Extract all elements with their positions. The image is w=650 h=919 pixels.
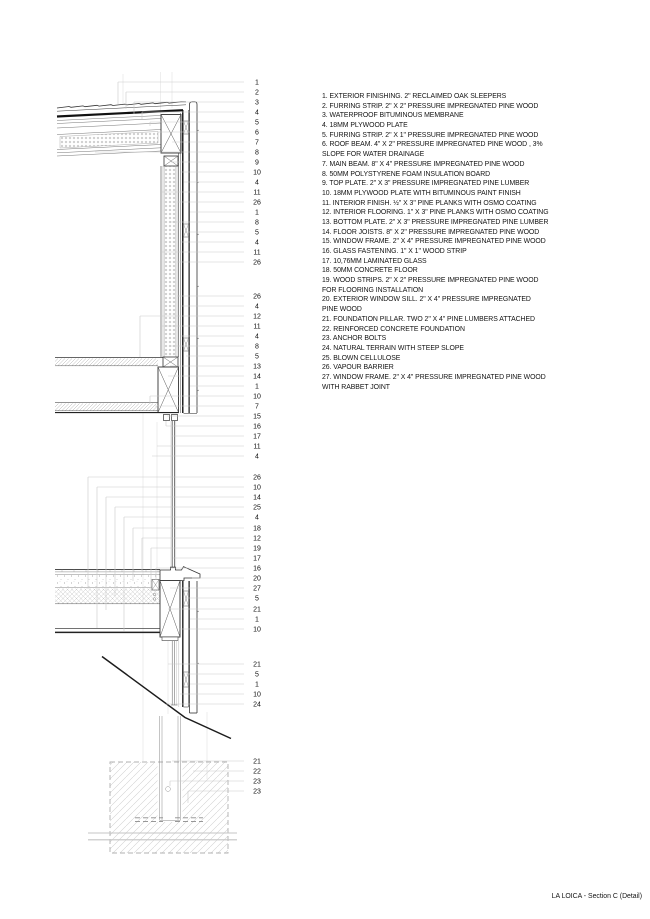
callout-number: 12 xyxy=(253,313,261,321)
callout-number: 1 xyxy=(255,616,259,624)
furring-blocks xyxy=(184,121,189,351)
legend-line: 6. ROOF BEAM. 4" X 2" PRESSURE IMPREGNATED PINE WOOD , 3% xyxy=(322,141,543,149)
callout-number: 18 xyxy=(253,525,261,533)
callout-number: 16 xyxy=(253,423,261,431)
callout-number: 9 xyxy=(255,159,259,167)
legend-line: 19. WOOD STRIPS. 2" X 2" PRESSURE IMPREGNATED PINE WOOD xyxy=(322,277,539,285)
callout-number: 11 xyxy=(253,323,261,331)
wall-insulation xyxy=(165,166,176,357)
callout-number: 5 xyxy=(255,595,259,603)
exterior-window-sill xyxy=(160,567,200,581)
legend-line: 3. WATERPROOF BITUMINOUS MEMBRANE xyxy=(322,112,464,120)
callout-number: 10 xyxy=(253,626,261,634)
legend-line: 26. VAPOUR BARRIER xyxy=(322,364,394,372)
callout-number: 12 xyxy=(253,535,261,543)
callout-number: 16 xyxy=(253,565,261,573)
legend-line: 12. INTERIOR FLOORING. 1" X 3" PINE PLANKS WITH OSMO COATING xyxy=(322,209,549,217)
legend-line: 13. BOTTOM PLATE. 2" X 3" PRESSURE IMPREGNATED PINE LUMBER xyxy=(322,218,549,226)
legend-line: 1. EXTERIOR FINISHING. 2" RECLAIMED OAK SLEEPERS xyxy=(322,93,507,100)
callout-number: 2 xyxy=(255,89,259,97)
legend-line: 21. FOUNDATION PILLAR. TWO 2" X 4" PINE LUMBERS ATTACHED xyxy=(322,315,535,323)
legend-line: 15. WINDOW FRAME. 2" X 4" PRESSURE IMPREGNATED PINE WOOD xyxy=(322,238,546,246)
legend-line: 14. FLOOR JOISTS. 8" X 2" PRESSURE IMPREGNATED PINE WOOD xyxy=(322,228,540,236)
terrain-slope-line xyxy=(102,657,231,739)
callout-number: 11 xyxy=(253,249,261,257)
callout-number: 19 xyxy=(253,545,261,553)
concrete-floor-band xyxy=(55,575,160,588)
legend-line: 22. REINFORCED CONCRETE FOUNDATION xyxy=(322,325,465,333)
drawing-title: LA LOICA - Section C (Detail) xyxy=(551,893,642,900)
exterior-cladding-upper xyxy=(184,102,200,414)
callout-number: 14 xyxy=(253,373,261,381)
callout-number: 23 xyxy=(253,788,261,796)
legend-line: 24. NATURAL TERRAIN WITH STEEP SLOPE xyxy=(322,344,464,352)
window-detail xyxy=(171,421,176,570)
legend-line: 8. 50MM POLYSTYRENE FOAM INSULATION BOARD xyxy=(322,170,491,178)
callout-number: 26 xyxy=(253,259,261,267)
callout-number: 5 xyxy=(255,229,259,237)
legend-line: SLOPE FOR WATER DRAINAGE xyxy=(322,151,425,159)
callout-number: 27 xyxy=(253,585,261,593)
callout-number: 3 xyxy=(255,99,259,107)
legend-line: PINE WOOD xyxy=(322,306,362,314)
callout-number: 10 xyxy=(253,169,261,177)
oak-sleepers-outline xyxy=(57,102,186,108)
callout-number: 26 xyxy=(253,293,261,301)
callout-number: 8 xyxy=(255,343,259,351)
callout-number: 4 xyxy=(255,303,259,311)
oak-board xyxy=(190,102,198,413)
legend-line: FOR FLOORING INSTALLATION xyxy=(322,286,424,294)
callout-number: 5 xyxy=(255,353,259,361)
legend-line: 5. FURRING STRIP. 2" X 1" PRESSURE IMPREGNATED PINE WOOD xyxy=(322,131,539,139)
callout-number: 17 xyxy=(253,555,261,563)
legend-line: 16. GLASS FASTENING. 1" X 1" WOOD STRIP xyxy=(322,248,467,255)
foundation-detail xyxy=(88,716,237,853)
callout-number: 1 xyxy=(255,79,259,87)
legend-line: 17. 10,76MM LAMINATED GLASS xyxy=(322,257,427,265)
exterior-cladding-lower xyxy=(179,581,199,713)
legend-line: WITH RABBET JOINT xyxy=(322,383,390,391)
legend-line: 25. BLOWN CELLULOSE xyxy=(322,354,401,362)
callout-number: 10 xyxy=(253,691,261,699)
legend-line: 10. 18MM PLYWOOD PLATE WITH BITUMINOUS PAINT FINISH xyxy=(322,189,521,197)
callout-number: 21 xyxy=(253,606,261,614)
legend-line: 23. ANCHOR BOLTS xyxy=(322,335,387,343)
callout-number: 10 xyxy=(253,393,261,401)
wood-strips-band xyxy=(55,589,160,604)
callout-number: 15 xyxy=(253,413,261,421)
callout-number: 25 xyxy=(253,504,261,512)
window-head-frame xyxy=(172,415,178,421)
legend xyxy=(322,92,549,392)
callout-number: 21 xyxy=(253,661,261,669)
legend-line: 20. EXTERIOR WINDOW SILL. 2" X 4" PRESSURE IMPREGNATED xyxy=(322,296,531,304)
callout-number: 4 xyxy=(255,453,259,461)
callout-number: 4 xyxy=(255,514,259,522)
callout-number: 1 xyxy=(255,383,259,391)
callout-number: 4 xyxy=(255,239,259,247)
callout-number: 20 xyxy=(253,575,261,583)
callout-number: 21 xyxy=(253,758,261,766)
sill-floor-detail xyxy=(55,567,200,641)
callout-number: 6 xyxy=(255,129,259,137)
callout-number: 7 xyxy=(255,403,259,411)
callout-number: 1 xyxy=(255,681,259,689)
legend-line: 9. TOP PLATE. 2" X 3" PRESSURE IMPREGNATED PINE LUMBER xyxy=(322,180,530,188)
callout-number: 23 xyxy=(253,778,261,786)
legend-line: 4. 18MM PLYWOOD PLATE xyxy=(322,122,408,130)
callout-number: 4 xyxy=(255,333,259,341)
callout-number: 8 xyxy=(255,219,259,227)
floor-upper-detail xyxy=(55,357,179,421)
legend-line: 27. WINDOW FRAME. 2" X 4" PRESSURE IMPREGNATED PINE WOOD xyxy=(322,373,546,381)
legend-line: 11. INTERIOR FINISH. ½" X 3" PINE PLANKS WITH OSMO COATING xyxy=(322,199,537,207)
roof-detail xyxy=(57,102,186,166)
callout-number: 8 xyxy=(255,149,259,157)
callout-number: 10 xyxy=(253,484,261,492)
callout-number: 5 xyxy=(255,119,259,127)
callout-number: 11 xyxy=(253,189,261,197)
legend-line: 18. 50MM CONCRETE FLOOR xyxy=(322,267,418,275)
callout-number: 17 xyxy=(253,433,261,441)
callout-number: 14 xyxy=(253,494,261,502)
window-head-frame xyxy=(164,415,170,421)
callout-number: 13 xyxy=(253,363,261,371)
callout-number: 26 xyxy=(253,199,261,207)
callout-number: 4 xyxy=(255,179,259,187)
callout-number: 22 xyxy=(253,768,261,776)
callout-number: 11 xyxy=(253,443,261,451)
callout-number: 4 xyxy=(255,109,259,117)
callout-number: 26 xyxy=(253,474,261,482)
below-sill-frame xyxy=(171,641,178,705)
callout-number: 1 xyxy=(255,209,259,217)
legend-line: 7. MAIN BEAM. 8" X 4" PRESSURE IMPREGNATED PINE WOOD xyxy=(322,160,525,168)
callout-number: 7 xyxy=(255,139,259,147)
callout-number: 24 xyxy=(253,701,261,709)
legend-line: 2. FURRING STRIP. 2" X 2" PRESSURE IMPREGNATED PINE WOOD xyxy=(322,102,539,110)
callout-number: 5 xyxy=(255,671,259,679)
